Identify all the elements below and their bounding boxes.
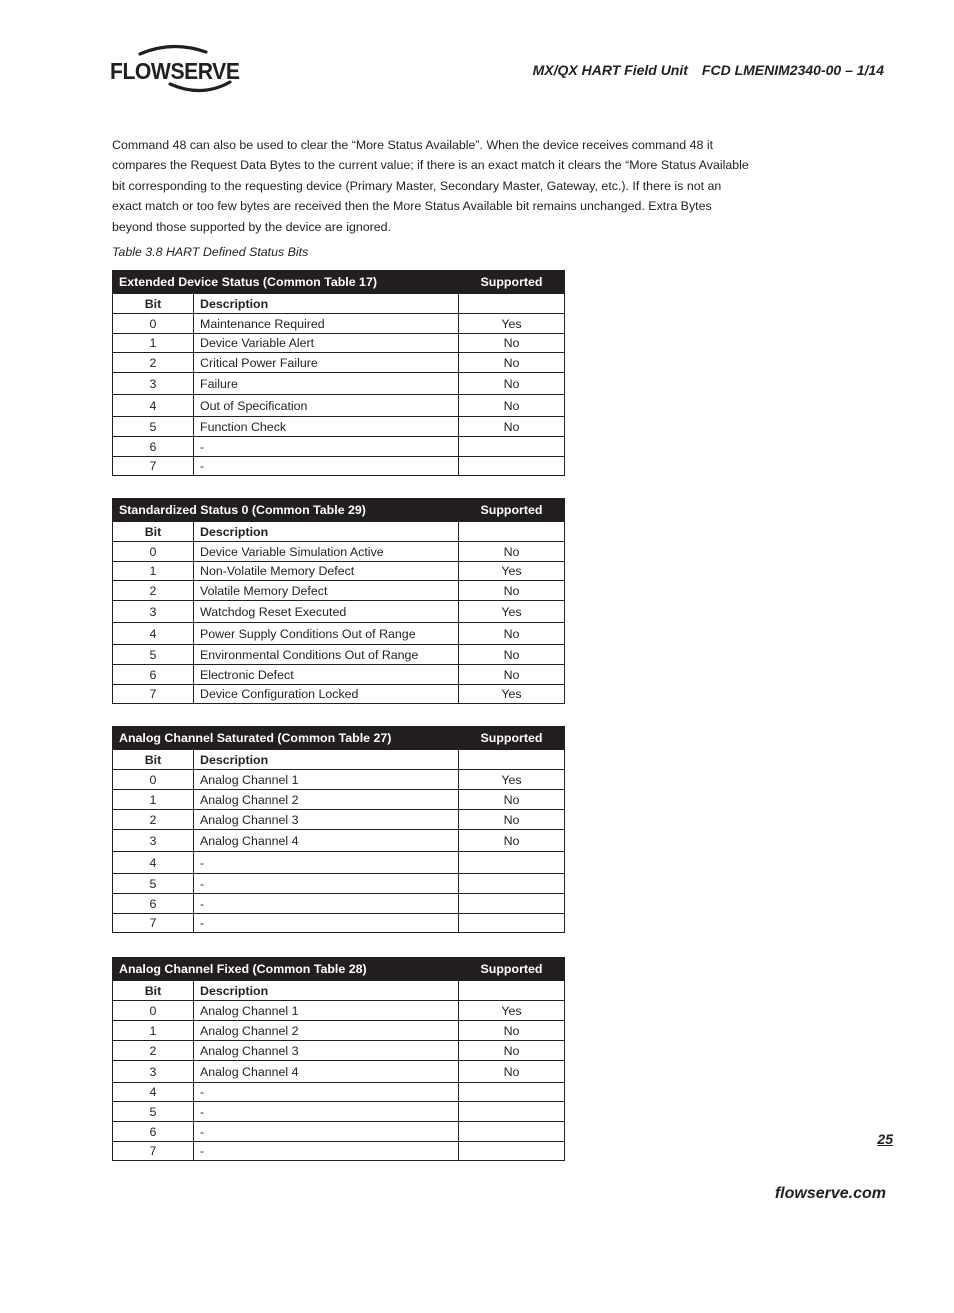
table-row xyxy=(113,373,565,395)
table-row xyxy=(113,810,565,830)
supported-blank-cell xyxy=(459,522,565,542)
table-title: Standardized Status 0 (Common Table 29) xyxy=(113,499,459,522)
description-cell: Function Check xyxy=(194,417,459,437)
table-caption: Table 3.8 HART Defined Status Bits xyxy=(112,245,309,259)
description-cell: Analog Channel 4 xyxy=(194,830,459,852)
table-row xyxy=(113,770,565,790)
standardized-status-0-table xyxy=(112,498,565,704)
intro-paragraph: Command 48 can also be used to clear the “More Status Available”. When the device receives command 48 it compares the Request Data Bytes to the current value; if there is an exact match it clears the “More Status Available bit corresponding to the requesting device (Primary Master, Secondary Master, Gateway, etc.). If there is not an exact match or too few bytes are received then the More Status Available bit remains unchanged. Extra Bytes beyond those supported by the device are ignored. xyxy=(112,138,749,234)
bit-cell: 1 xyxy=(113,790,194,810)
supported-cell: No xyxy=(459,810,565,830)
column-header-row xyxy=(113,750,565,770)
supported-cell: Yes xyxy=(459,1001,565,1021)
bit-cell: 4 xyxy=(113,1083,194,1102)
bit-column-header: Bit xyxy=(113,981,194,1001)
description-cell: - xyxy=(194,1083,459,1102)
description-cell: - xyxy=(194,1102,459,1122)
supported-cell xyxy=(459,1083,565,1102)
supported-cell: No xyxy=(459,395,565,417)
description-cell: Volatile Memory Defect xyxy=(194,581,459,601)
supported-cell xyxy=(459,874,565,894)
column-header-row xyxy=(113,294,565,314)
bit-cell: 6 xyxy=(113,437,194,457)
table-row xyxy=(113,790,565,810)
table-row xyxy=(113,1021,565,1041)
analog-channel-saturated-table xyxy=(112,726,565,933)
description-column-header: Description xyxy=(194,522,459,542)
supported-cell: No xyxy=(459,665,565,685)
description-cell: Out of Specification xyxy=(194,395,459,417)
bit-cell: 7 xyxy=(113,1142,194,1161)
supported-cell: No xyxy=(459,830,565,852)
table-row xyxy=(113,417,565,437)
bit-cell: 5 xyxy=(113,1102,194,1122)
supported-cell xyxy=(459,457,565,476)
description-cell: Device Configuration Locked xyxy=(194,685,459,704)
table-row xyxy=(113,457,565,476)
bit-cell: 1 xyxy=(113,1021,194,1041)
extended-device-status-table xyxy=(112,270,565,476)
bit-cell: 4 xyxy=(113,395,194,417)
description-cell: - xyxy=(194,894,459,914)
supported-cell: No xyxy=(459,1061,565,1083)
table-row xyxy=(113,645,565,665)
description-cell: Maintenance Required xyxy=(194,314,459,334)
bit-cell: 7 xyxy=(113,685,194,704)
bit-cell: 2 xyxy=(113,810,194,830)
supported-cell: No xyxy=(459,417,565,437)
column-header-row xyxy=(113,522,565,542)
supported-cell xyxy=(459,914,565,933)
supported-cell: No xyxy=(459,645,565,665)
description-cell: Device Variable Simulation Active xyxy=(194,542,459,562)
supported-column-header: Supported xyxy=(459,727,565,750)
bit-cell: 3 xyxy=(113,601,194,623)
supported-cell: No xyxy=(459,581,565,601)
brand-name: FLOWSERVE xyxy=(110,58,240,84)
supported-blank-cell xyxy=(459,981,565,1001)
table-row xyxy=(113,437,565,457)
bit-column-header: Bit xyxy=(113,750,194,770)
table-row xyxy=(113,334,565,353)
description-cell: - xyxy=(194,874,459,894)
document-title: MX/QX HART Field Unit xyxy=(532,62,688,78)
bit-cell: 7 xyxy=(113,457,194,476)
website-url: flowserve.com xyxy=(774,1185,886,1202)
column-header-row xyxy=(113,981,565,1001)
analog-channel-fixed-table xyxy=(112,957,565,1161)
table-row xyxy=(113,894,565,914)
bit-cell: 5 xyxy=(113,645,194,665)
table-title: Analog Channel Fixed (Common Table 28) xyxy=(113,958,459,981)
description-cell: Failure xyxy=(194,373,459,395)
supported-cell: No xyxy=(459,1041,565,1061)
table-row xyxy=(113,353,565,373)
supported-cell: Yes xyxy=(459,314,565,334)
bit-cell: 6 xyxy=(113,894,194,914)
bit-cell: 3 xyxy=(113,1061,194,1083)
bit-cell: 4 xyxy=(113,623,194,645)
supported-cell: Yes xyxy=(459,562,565,581)
table-row xyxy=(113,852,565,874)
description-cell: - xyxy=(194,914,459,933)
bit-cell: 1 xyxy=(113,334,194,353)
bit-cell: 2 xyxy=(113,581,194,601)
bit-cell: 5 xyxy=(113,874,194,894)
table-row xyxy=(113,395,565,417)
table-row xyxy=(113,1102,565,1122)
description-cell: - xyxy=(194,457,459,476)
table-row xyxy=(113,542,565,562)
description-cell: Non-Volatile Memory Defect xyxy=(194,562,459,581)
supported-cell xyxy=(459,1102,565,1122)
supported-cell: Yes xyxy=(459,685,565,704)
flowserve-logo xyxy=(110,44,250,96)
supported-cell: No xyxy=(459,373,565,395)
description-cell: Analog Channel 2 xyxy=(194,1021,459,1041)
description-column-header: Description xyxy=(194,981,459,1001)
table-row xyxy=(113,1142,565,1161)
bit-cell: 4 xyxy=(113,852,194,874)
table-row xyxy=(113,1122,565,1142)
bit-cell: 3 xyxy=(113,373,194,395)
description-cell: Analog Channel 3 xyxy=(194,1041,459,1061)
description-cell: - xyxy=(194,437,459,457)
bit-cell: 7 xyxy=(113,914,194,933)
table-row xyxy=(113,665,565,685)
supported-cell: No xyxy=(459,790,565,810)
bit-column-header: Bit xyxy=(113,294,194,314)
document-code: FCD LMENIM2340-00 – 1/14 xyxy=(701,62,884,78)
table-row xyxy=(113,830,565,852)
supported-column-header: Supported xyxy=(459,271,565,294)
bit-cell: 0 xyxy=(113,770,194,790)
description-column-header: Description xyxy=(194,294,459,314)
table-row xyxy=(113,1001,565,1021)
description-cell: Critical Power Failure xyxy=(194,353,459,373)
supported-blank-cell xyxy=(459,294,565,314)
description-cell: - xyxy=(194,852,459,874)
description-cell: Device Variable Alert xyxy=(194,334,459,353)
table-row xyxy=(113,623,565,645)
description-cell: Electronic Defect xyxy=(194,665,459,685)
description-cell: Analog Channel 3 xyxy=(194,810,459,830)
table-row xyxy=(113,1083,565,1102)
supported-cell: Yes xyxy=(459,770,565,790)
supported-cell: No xyxy=(459,623,565,645)
table-row xyxy=(113,914,565,933)
bit-cell: 2 xyxy=(113,1041,194,1061)
description-column-header: Description xyxy=(194,750,459,770)
table-title: Analog Channel Saturated (Common Table 27) xyxy=(113,727,459,750)
description-cell: - xyxy=(194,1122,459,1142)
supported-cell: No xyxy=(459,1021,565,1041)
supported-cell xyxy=(459,1122,565,1142)
description-cell: Power Supply Conditions Out of Range xyxy=(194,623,459,645)
bit-cell: 6 xyxy=(113,665,194,685)
bit-cell: 0 xyxy=(113,314,194,334)
bit-cell: 2 xyxy=(113,353,194,373)
bit-cell: 3 xyxy=(113,830,194,852)
bit-cell: 0 xyxy=(113,542,194,562)
description-cell: Analog Channel 1 xyxy=(194,770,459,790)
bit-cell: 1 xyxy=(113,562,194,581)
table-row xyxy=(113,685,565,704)
supported-cell xyxy=(459,852,565,874)
bit-cell: 0 xyxy=(113,1001,194,1021)
supported-cell: Yes xyxy=(459,601,565,623)
description-cell: - xyxy=(194,1142,459,1161)
supported-cell xyxy=(459,437,565,457)
description-cell: Analog Channel 2 xyxy=(194,790,459,810)
table-row xyxy=(113,562,565,581)
bit-cell: 6 xyxy=(113,1122,194,1142)
document-header xyxy=(533,62,884,78)
description-cell: Watchdog Reset Executed xyxy=(194,601,459,623)
bit-column-header: Bit xyxy=(113,522,194,542)
supported-column-header: Supported xyxy=(459,958,565,981)
supported-column-header: Supported xyxy=(459,499,565,522)
description-cell: Analog Channel 4 xyxy=(194,1061,459,1083)
table-row xyxy=(113,314,565,334)
description-cell: Analog Channel 1 xyxy=(194,1001,459,1021)
page-number: 25 xyxy=(877,1131,893,1147)
table-row xyxy=(113,1061,565,1083)
supported-cell xyxy=(459,894,565,914)
supported-cell: No xyxy=(459,334,565,353)
supported-blank-cell xyxy=(459,750,565,770)
table-row xyxy=(113,1041,565,1061)
supported-cell: No xyxy=(459,353,565,373)
supported-cell xyxy=(459,1142,565,1161)
description-cell: Environmental Conditions Out of Range xyxy=(194,645,459,665)
table-row xyxy=(113,874,565,894)
table-row xyxy=(113,581,565,601)
table-title: Extended Device Status (Common Table 17) xyxy=(113,271,459,294)
bit-cell: 5 xyxy=(113,417,194,437)
table-row xyxy=(113,601,565,623)
supported-cell: No xyxy=(459,542,565,562)
